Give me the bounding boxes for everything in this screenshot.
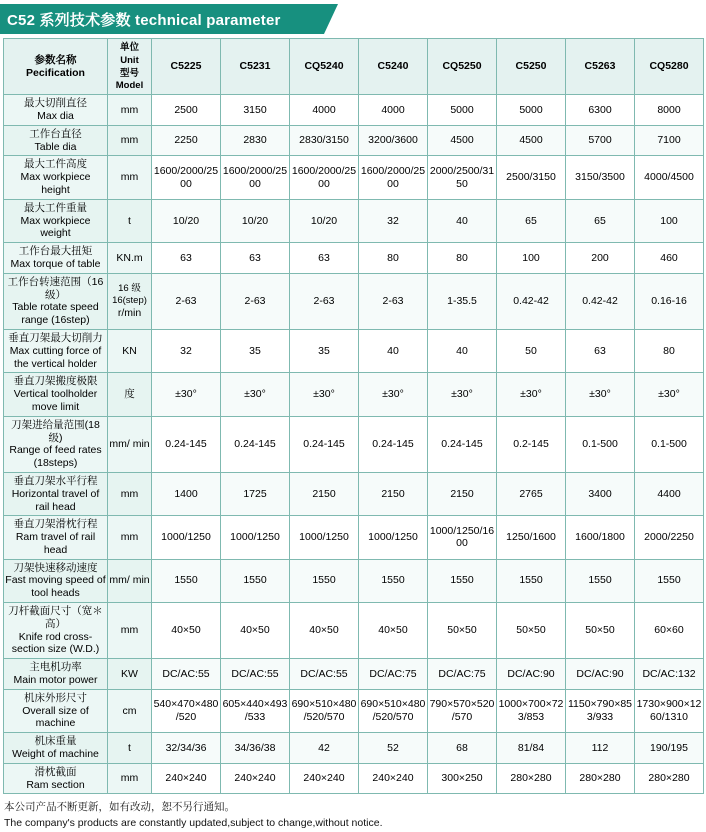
row-unit-text: mm/ min bbox=[109, 437, 150, 450]
row-label-en: Fast moving speed of tool heads bbox=[5, 574, 106, 600]
row-label-cn: 机床外形尺寸 bbox=[24, 691, 87, 704]
row-value: 2-63 bbox=[290, 273, 359, 329]
header-cell-model: CQ5240 bbox=[290, 39, 359, 95]
row-value: 1000/1250 bbox=[152, 516, 221, 559]
row-label-cn: 机床重量 bbox=[34, 735, 77, 748]
row-value: 35 bbox=[221, 329, 290, 372]
row-unit bbox=[108, 559, 152, 602]
header-cell-model: CQ5250 bbox=[428, 39, 497, 95]
row-unit-text: mm bbox=[120, 531, 139, 544]
row-value: 4500 bbox=[497, 125, 566, 156]
row-label-cn: 垂直刀架滑枕行程 bbox=[13, 518, 98, 531]
row-value: ±30° bbox=[221, 373, 290, 416]
row-value: 2250 bbox=[152, 125, 221, 156]
row-value: 1000×700×723/853 bbox=[497, 689, 566, 732]
row-value: 80 bbox=[635, 329, 704, 372]
row-label-cn: 最大切削直径 bbox=[24, 97, 87, 110]
row-value: 1000/1250 bbox=[290, 516, 359, 559]
table-row bbox=[4, 559, 704, 602]
title-bar bbox=[0, 4, 706, 34]
row-value: DC/AC:55 bbox=[290, 659, 359, 690]
header-name-en: Pecification bbox=[26, 66, 85, 79]
row-label-en: Table dia bbox=[34, 140, 77, 153]
header-cell-model: CQ5280 bbox=[635, 39, 704, 95]
row-label bbox=[4, 763, 108, 794]
row-label-cn: 刀架快速移动速度 bbox=[13, 561, 98, 574]
row-label bbox=[4, 329, 108, 372]
row-unit-text: t bbox=[128, 741, 131, 754]
row-value: ±30° bbox=[635, 373, 704, 416]
table-row bbox=[4, 125, 704, 156]
table-row bbox=[4, 95, 704, 126]
row-value: 0.1-500 bbox=[635, 416, 704, 472]
row-unit bbox=[108, 416, 152, 472]
specification-table bbox=[3, 38, 704, 794]
row-value: 2500/3150 bbox=[497, 156, 566, 199]
row-value: 4000/4500 bbox=[635, 156, 704, 199]
row-value: 1550 bbox=[290, 559, 359, 602]
row-value: 6300 bbox=[566, 95, 635, 126]
row-value: 0.24-145 bbox=[152, 416, 221, 472]
header-cell-model: C5225 bbox=[152, 39, 221, 95]
table-row bbox=[4, 199, 704, 242]
row-value: 8000 bbox=[635, 95, 704, 126]
row-value: 5000 bbox=[428, 95, 497, 126]
row-value: 100 bbox=[635, 199, 704, 242]
row-unit-text: 度 bbox=[124, 388, 135, 401]
row-label-en: Max workpiece weight bbox=[20, 214, 91, 240]
row-label-en: Ram travel of rail head bbox=[15, 531, 96, 556]
table-row bbox=[4, 763, 704, 794]
row-value: 0.24-145 bbox=[359, 416, 428, 472]
row-value: 460 bbox=[635, 243, 704, 274]
row-label bbox=[4, 559, 108, 602]
row-value: 40×50 bbox=[221, 603, 290, 659]
row-label-cn: 工作台直径 bbox=[29, 127, 82, 140]
row-label-en: Max workpiece height bbox=[20, 171, 91, 196]
row-label-cn: 最大工件高度 bbox=[24, 158, 87, 171]
row-value: 40 bbox=[359, 329, 428, 372]
row-value: 1600/2000/2500 bbox=[221, 156, 290, 199]
header-cell-name bbox=[4, 39, 108, 95]
table-header-row bbox=[4, 39, 704, 95]
row-value: 0.1-500 bbox=[566, 416, 635, 472]
row-value: 4400 bbox=[635, 472, 704, 515]
row-value: 63 bbox=[221, 243, 290, 274]
row-label bbox=[4, 95, 108, 126]
row-label bbox=[4, 472, 108, 515]
table-row bbox=[4, 373, 704, 416]
row-value: 1550 bbox=[428, 559, 497, 602]
row-value: 50×50 bbox=[428, 603, 497, 659]
row-value: 0.42-42 bbox=[566, 273, 635, 329]
row-value: 2830/3150 bbox=[290, 125, 359, 156]
row-value: 80 bbox=[359, 243, 428, 274]
page-title: C52 系列技术参数 technical parameter bbox=[7, 11, 281, 29]
row-label bbox=[4, 273, 108, 329]
row-value: 690×510×480/520/570 bbox=[290, 689, 359, 732]
table-row bbox=[4, 516, 704, 559]
row-value: ±30° bbox=[497, 373, 566, 416]
row-value: DC/AC:75 bbox=[428, 659, 497, 690]
row-value: 1000/1250 bbox=[359, 516, 428, 559]
row-value: 3150/3500 bbox=[566, 156, 635, 199]
row-value: 2150 bbox=[359, 472, 428, 515]
row-value: 2000/2500/3150 bbox=[428, 156, 497, 199]
row-value: 0.42-42 bbox=[497, 273, 566, 329]
row-value: 40×50 bbox=[359, 603, 428, 659]
row-value: DC/AC:55 bbox=[221, 659, 290, 690]
row-unit-text: mm bbox=[120, 171, 139, 184]
row-label bbox=[4, 689, 108, 732]
row-label-en: Knife rod cross-section size (W.D.) bbox=[11, 630, 100, 656]
row-label bbox=[4, 516, 108, 559]
row-value: 1550 bbox=[152, 559, 221, 602]
table-row bbox=[4, 156, 704, 199]
row-value: 790×570×520/570 bbox=[428, 689, 497, 732]
row-value: ±30° bbox=[152, 373, 221, 416]
row-value: DC/AC:90 bbox=[497, 659, 566, 690]
table-row bbox=[4, 416, 704, 472]
row-value: 10/20 bbox=[221, 199, 290, 242]
row-value: DC/AC:55 bbox=[152, 659, 221, 690]
row-value: 0.16-16 bbox=[635, 273, 704, 329]
header-cell-model: C5263 bbox=[566, 39, 635, 95]
row-unit bbox=[108, 329, 152, 372]
row-value: 2-63 bbox=[221, 273, 290, 329]
row-unit-text: mm bbox=[120, 487, 139, 500]
row-value: 50×50 bbox=[566, 603, 635, 659]
row-label-en: Max cutting force of the vertical holder bbox=[9, 344, 102, 370]
row-unit-text: mm bbox=[120, 772, 139, 785]
row-value: 1150×790×853/933 bbox=[566, 689, 635, 732]
row-unit bbox=[108, 273, 152, 329]
row-value: 1400 bbox=[152, 472, 221, 515]
row-label bbox=[4, 243, 108, 274]
row-value: 2765 bbox=[497, 472, 566, 515]
row-value: 1725 bbox=[221, 472, 290, 515]
row-value: 1000/1250 bbox=[221, 516, 290, 559]
row-value: DC/AC:90 bbox=[566, 659, 635, 690]
row-label-cn: 工作台最大扭矩 bbox=[18, 245, 93, 258]
row-unit bbox=[108, 243, 152, 274]
row-value: 3150 bbox=[221, 95, 290, 126]
row-label-cn: 垂直刀架搬度极限 bbox=[13, 375, 98, 388]
row-unit bbox=[108, 125, 152, 156]
row-value: 50×50 bbox=[497, 603, 566, 659]
row-value: ±30° bbox=[290, 373, 359, 416]
row-label-cn: 滑枕截面 bbox=[34, 765, 77, 778]
row-value: 112 bbox=[566, 733, 635, 764]
row-value: 3200/3600 bbox=[359, 125, 428, 156]
row-value: 300×250 bbox=[428, 763, 497, 794]
row-value: 1600/2000/2500 bbox=[290, 156, 359, 199]
row-value: 3400 bbox=[566, 472, 635, 515]
row-unit bbox=[108, 733, 152, 764]
row-label-en: Vertical toolholder move limit bbox=[13, 388, 98, 413]
row-label-en: Range of feed rates (18steps) bbox=[9, 444, 102, 470]
row-value: ±30° bbox=[566, 373, 635, 416]
row-label bbox=[4, 125, 108, 156]
header-cell-model: C5250 bbox=[497, 39, 566, 95]
row-unit-text: cm bbox=[122, 704, 137, 717]
row-value: 200 bbox=[566, 243, 635, 274]
row-label-cn: 垂直刀架水平行程 bbox=[13, 474, 98, 487]
table-row bbox=[4, 689, 704, 732]
row-label-en: Horizontal travel of rail head bbox=[11, 487, 100, 513]
row-value: 63 bbox=[152, 243, 221, 274]
row-value: 280×280 bbox=[566, 763, 635, 794]
row-value: 1250/1600 bbox=[497, 516, 566, 559]
row-label-cn: 刀架进给量范围(18级) bbox=[11, 418, 100, 444]
row-value: 40 bbox=[428, 329, 497, 372]
row-value: 63 bbox=[566, 329, 635, 372]
row-label-cn: 主电机功率 bbox=[29, 661, 82, 674]
row-unit bbox=[108, 763, 152, 794]
row-unit-text: mm bbox=[120, 624, 139, 637]
row-unit bbox=[108, 689, 152, 732]
header-model-en: Model bbox=[115, 80, 144, 92]
header-cell-model: C5231 bbox=[221, 39, 290, 95]
row-value: 1600/1800 bbox=[566, 516, 635, 559]
row-value: 2830 bbox=[221, 125, 290, 156]
row-value: DC/AC:132 bbox=[635, 659, 704, 690]
row-value: 1600/2000/2500 bbox=[152, 156, 221, 199]
row-label bbox=[4, 733, 108, 764]
header-unit-cn: 单位 bbox=[119, 42, 139, 53]
table-row bbox=[4, 659, 704, 690]
row-value: 1730×900×1260/1310 bbox=[635, 689, 704, 732]
row-label-en: Max torque of table bbox=[10, 257, 101, 270]
row-value: 40 bbox=[428, 199, 497, 242]
row-unit-text: mm bbox=[120, 134, 139, 147]
row-unit bbox=[108, 95, 152, 126]
row-label-cn: 刀杆截面尺寸（宽＊高） bbox=[8, 605, 103, 630]
header-cell-model: C5240 bbox=[359, 39, 428, 95]
table-row bbox=[4, 603, 704, 659]
row-value: 40×50 bbox=[290, 603, 359, 659]
spec-sheet-page bbox=[0, 4, 706, 830]
table-row bbox=[4, 243, 704, 274]
row-value: 50 bbox=[497, 329, 566, 372]
row-label-cn: 垂直刀架最大切削力 bbox=[8, 331, 103, 344]
row-value: 1550 bbox=[497, 559, 566, 602]
row-value: 2-63 bbox=[152, 273, 221, 329]
row-value: 1600/2000/2500 bbox=[359, 156, 428, 199]
row-value: 5000 bbox=[497, 95, 566, 126]
row-unit-text: KN.m bbox=[116, 251, 143, 264]
row-unit-text: mm bbox=[120, 103, 139, 116]
row-unit bbox=[108, 516, 152, 559]
row-value: 10/20 bbox=[152, 199, 221, 242]
row-unit bbox=[108, 472, 152, 515]
row-value: 65 bbox=[497, 199, 566, 242]
row-label-cn: 工作台转速范围（16级） bbox=[7, 275, 104, 301]
table-body bbox=[4, 95, 704, 794]
row-value: 4000 bbox=[359, 95, 428, 126]
row-value: 0.24-145 bbox=[221, 416, 290, 472]
row-label-en: Main motor power bbox=[13, 674, 98, 687]
row-label bbox=[4, 156, 108, 199]
row-value: ±30° bbox=[428, 373, 497, 416]
row-value: 240×240 bbox=[152, 763, 221, 794]
row-value: 605×440×493/533 bbox=[221, 689, 290, 732]
row-label bbox=[4, 416, 108, 472]
row-value: 10/20 bbox=[290, 199, 359, 242]
row-value: 63 bbox=[290, 243, 359, 274]
row-value: 1550 bbox=[566, 559, 635, 602]
row-value: 1000/1250/1600 bbox=[428, 516, 497, 559]
row-value: 60×60 bbox=[635, 603, 704, 659]
row-value: 32/34/36 bbox=[152, 733, 221, 764]
row-value: 2500 bbox=[152, 95, 221, 126]
row-label bbox=[4, 373, 108, 416]
row-label-en: Table rotate speed range (16step) bbox=[12, 301, 99, 327]
header-cell-unit bbox=[108, 39, 152, 95]
footer-note-cn: 本公司产品不断更新，如有改动，恕不另行通知。 bbox=[4, 801, 235, 814]
row-label-en: Ram section bbox=[26, 778, 85, 791]
row-value: 2-63 bbox=[359, 273, 428, 329]
row-value: 0.24-145 bbox=[428, 416, 497, 472]
row-value: ±30° bbox=[359, 373, 428, 416]
row-value: 80 bbox=[428, 243, 497, 274]
row-label bbox=[4, 659, 108, 690]
row-value: 4000 bbox=[290, 95, 359, 126]
row-label-en: Overall size of machine bbox=[22, 704, 89, 730]
row-value: 690×510×480/520/570 bbox=[359, 689, 428, 732]
row-value: 52 bbox=[359, 733, 428, 764]
row-value: 34/36/38 bbox=[221, 733, 290, 764]
row-value: 1550 bbox=[221, 559, 290, 602]
row-label-cn: 最大工件重量 bbox=[24, 201, 87, 214]
row-value: 100 bbox=[497, 243, 566, 274]
row-unit bbox=[108, 603, 152, 659]
row-label-en: Weight of machine bbox=[12, 748, 99, 761]
row-value: 32 bbox=[359, 199, 428, 242]
row-value: 1550 bbox=[359, 559, 428, 602]
row-unit bbox=[108, 199, 152, 242]
row-label-en: Max dia bbox=[37, 109, 74, 122]
row-value: 7100 bbox=[635, 125, 704, 156]
row-value: 240×240 bbox=[221, 763, 290, 794]
header-unit-en: Unit bbox=[120, 54, 139, 66]
row-unit-text: KN bbox=[122, 344, 137, 357]
row-unit-text: r/min bbox=[117, 306, 142, 319]
table-row bbox=[4, 472, 704, 515]
row-value: 0.2-145 bbox=[497, 416, 566, 472]
row-unit bbox=[108, 373, 152, 416]
row-value: 1550 bbox=[635, 559, 704, 602]
row-value: DC/AC:75 bbox=[359, 659, 428, 690]
row-value: 190/195 bbox=[635, 733, 704, 764]
row-label bbox=[4, 603, 108, 659]
row-value: 540×470×480/520 bbox=[152, 689, 221, 732]
header-name-cn: 参数名称 bbox=[34, 53, 77, 66]
footer-note-en: The company's products are constantly updated,subject to change,without notice. bbox=[4, 817, 383, 830]
row-value: 0.24-145 bbox=[290, 416, 359, 472]
table-row bbox=[4, 733, 704, 764]
row-unit-extra: 16 级 16(step) bbox=[112, 283, 147, 306]
row-value: 81/84 bbox=[497, 733, 566, 764]
row-unit bbox=[108, 156, 152, 199]
row-value: 1-35.5 bbox=[428, 273, 497, 329]
row-unit-text: KW bbox=[121, 667, 138, 680]
row-value: 42 bbox=[290, 733, 359, 764]
table-row bbox=[4, 329, 704, 372]
row-value: 35 bbox=[290, 329, 359, 372]
row-value: 32 bbox=[152, 329, 221, 372]
row-value: 2150 bbox=[290, 472, 359, 515]
footer-note bbox=[4, 800, 706, 832]
row-value: 240×240 bbox=[359, 763, 428, 794]
row-value: 280×280 bbox=[635, 763, 704, 794]
row-unit-text: t bbox=[128, 214, 131, 227]
row-value: 65 bbox=[566, 199, 635, 242]
table-row bbox=[4, 273, 704, 329]
row-unit bbox=[108, 659, 152, 690]
row-label bbox=[4, 199, 108, 242]
row-unit-text: mm/ min bbox=[109, 574, 150, 587]
row-value: 4500 bbox=[428, 125, 497, 156]
row-value: 40×50 bbox=[152, 603, 221, 659]
row-value: 5700 bbox=[566, 125, 635, 156]
row-value: 280×280 bbox=[497, 763, 566, 794]
row-value: 2150 bbox=[428, 472, 497, 515]
header-model-cn: 型号 bbox=[119, 67, 139, 79]
row-value: 2000/2250 bbox=[635, 516, 704, 559]
row-value: 240×240 bbox=[290, 763, 359, 794]
row-value: 68 bbox=[428, 733, 497, 764]
